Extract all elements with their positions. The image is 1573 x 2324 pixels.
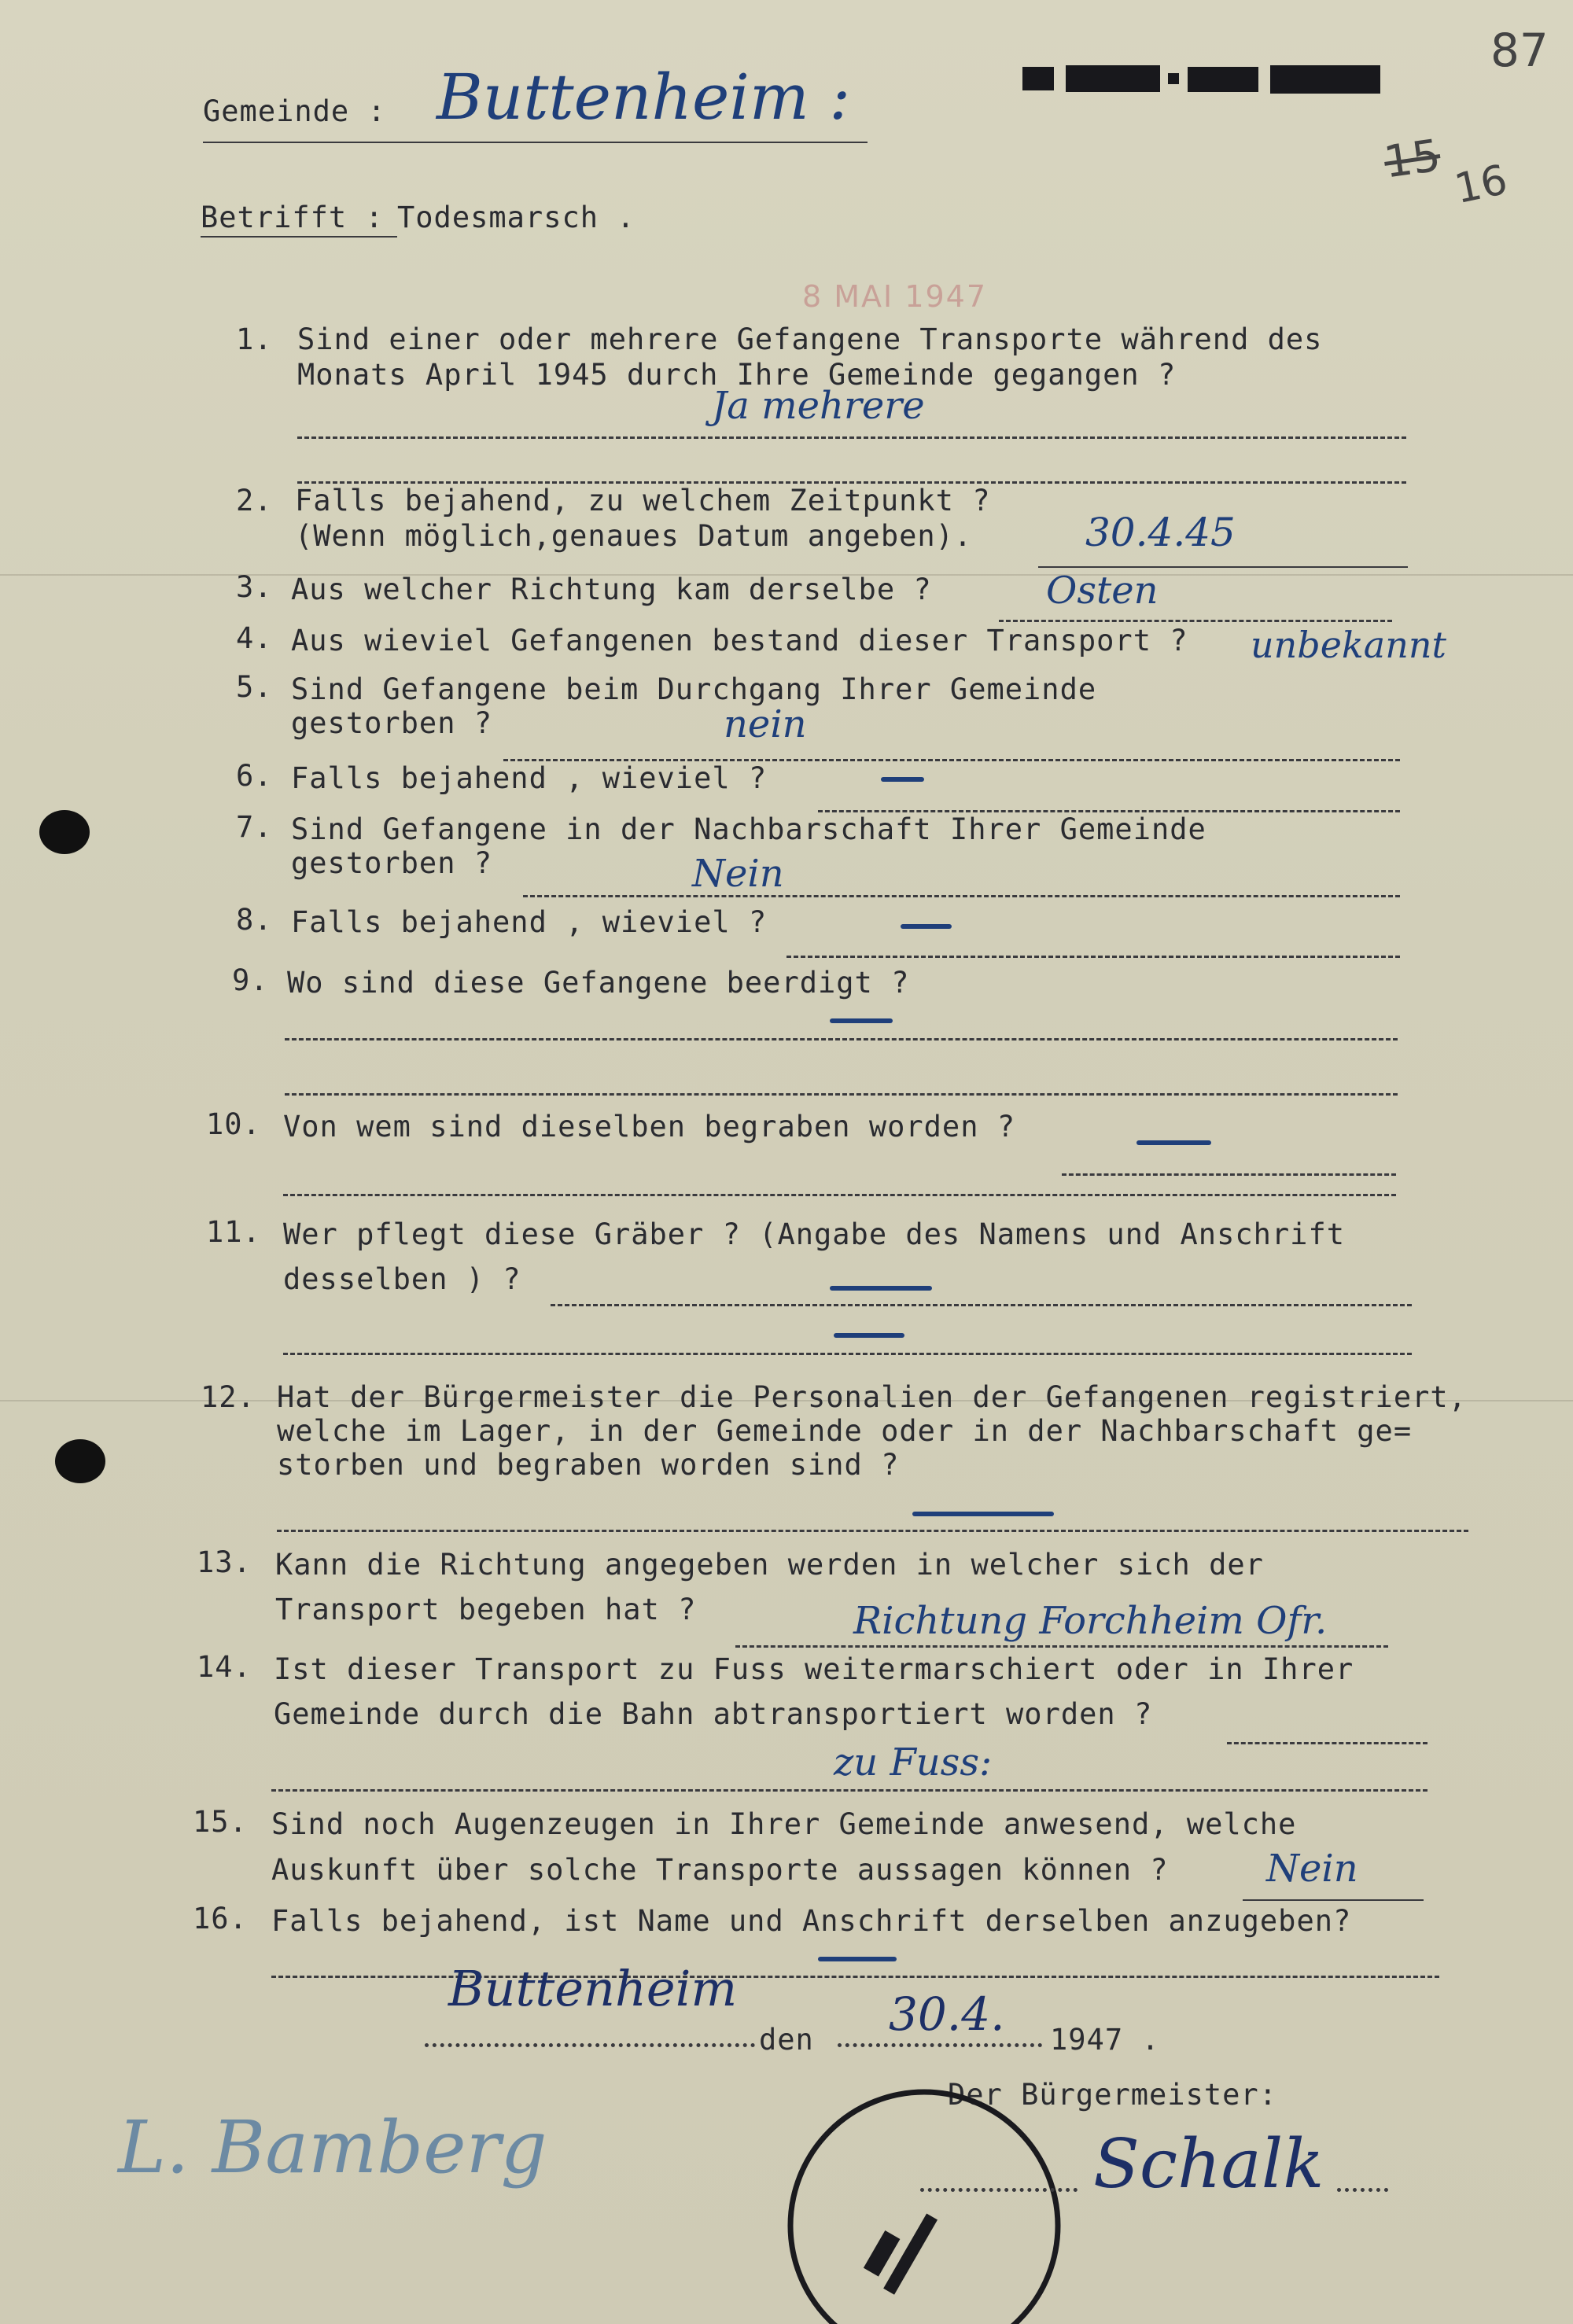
signature-dotted-line xyxy=(1337,2188,1388,2192)
answer-handwritten: Richtung Forchheim Ofr. xyxy=(853,1599,1328,1643)
question-text: Monats April 1945 durch Ihre Gemeinde gegangen ? xyxy=(297,358,1177,392)
question-text: Falls bejahend, zu welchem Zeitpunkt ? xyxy=(295,484,991,517)
answer-line xyxy=(999,620,1392,622)
page-number: 87 xyxy=(1490,24,1549,77)
official-stamp-seal xyxy=(786,2076,1070,2324)
answer-line xyxy=(551,1304,1412,1306)
answer-dash xyxy=(1136,1140,1211,1145)
question-number: 2. xyxy=(236,484,273,517)
question-text: Wer pflegt diese Gräber ? (Angabe des Namens und Anschrift xyxy=(283,1217,1346,1251)
answer-handwritten: unbekannt xyxy=(1251,624,1446,666)
answer-line xyxy=(283,1353,1412,1355)
gemeinde-value: Buttenheim : xyxy=(437,61,851,134)
betrifft-value: Todesmarsch . xyxy=(397,201,635,234)
question-number: 13. xyxy=(197,1545,252,1579)
question-text: desselben ) ? xyxy=(283,1262,521,1296)
question-text: Falls bejahend , wieviel ? xyxy=(291,761,768,795)
question-number: 15. xyxy=(193,1805,248,1839)
answer-line xyxy=(1227,1742,1427,1744)
question-text: (Wenn möglich,genaues Datum angeben). xyxy=(295,519,973,553)
question-number: 14. xyxy=(197,1650,252,1684)
mayor-title: Der Bürgermeister: xyxy=(948,2078,1277,2112)
gemeinde-underline xyxy=(203,142,868,143)
question-number: 6. xyxy=(236,759,273,793)
question-text: Von wem sind dieselben begraben worden ? xyxy=(283,1110,1016,1144)
question-text: gestorben ? xyxy=(291,846,493,880)
district-note: L. Bamberg xyxy=(118,2105,547,2190)
answer-handwritten: Ja mehrere xyxy=(712,384,925,428)
answer-line xyxy=(277,1530,1468,1532)
question-text: Wo sind diese Gefangene beerdigt ? xyxy=(287,966,910,1000)
question-text: gestorben ? xyxy=(291,706,493,740)
answer-dash xyxy=(834,1333,904,1338)
punch-hole xyxy=(55,1439,105,1483)
date-handwritten: 30.4. xyxy=(889,1987,1005,2041)
answer-dash xyxy=(830,1286,932,1291)
question-number: 12. xyxy=(201,1380,256,1414)
question-text: Sind noch Augenzeugen in Ihrer Gemeinde anwesend, welche xyxy=(271,1807,1297,1841)
answer-handwritten: Nein xyxy=(1266,1847,1358,1891)
question-number: 3. xyxy=(236,570,273,604)
answer-handwritten: 30.4.45 xyxy=(1085,510,1236,555)
answer-line xyxy=(1243,1899,1424,1901)
question-text: Hat der Bürgermeister die Personalien der Gefangenen registriert, xyxy=(277,1380,1467,1414)
question-text: Sind einer oder mehrere Gefangene Transporte während des xyxy=(297,322,1323,356)
answer-line xyxy=(297,436,1406,439)
question-text: storben und begraben worden sind ? xyxy=(277,1448,900,1482)
answer-handwritten: zu Fuss: xyxy=(834,1740,993,1784)
answer-line xyxy=(285,1093,1398,1096)
answer-line xyxy=(786,956,1400,958)
question-text: welche im Lager, in der Gemeinde oder in der Nachbarschaft ge= xyxy=(277,1414,1413,1448)
received-stamp: 8 MAI 1947 xyxy=(802,279,988,314)
signature-dotted-line xyxy=(920,2188,1078,2192)
place-handwritten: Buttenheim xyxy=(448,1960,738,2017)
answer-line xyxy=(1062,1173,1396,1176)
punch-hole xyxy=(39,810,90,854)
answer-line xyxy=(271,1789,1427,1792)
redacted-heading xyxy=(1022,59,1384,106)
answer-line xyxy=(735,1645,1388,1648)
answer-line xyxy=(283,1194,1396,1196)
question-text: Sind Gefangene in der Nachbarschaft Ihrer Gemeinde xyxy=(291,812,1206,846)
question-text: Gemeinde durch die Bahn abtransportiert worden ? xyxy=(274,1697,1153,1731)
answer-dash xyxy=(901,924,952,929)
answer-handwritten: Nein xyxy=(692,852,784,896)
answer-line xyxy=(1038,566,1408,568)
question-text: Kann die Richtung angegeben werden in welcher sich der xyxy=(275,1548,1264,1582)
question-number: 1. xyxy=(236,322,273,356)
archive-number: 15 xyxy=(1380,130,1444,189)
question-number: 5. xyxy=(236,670,273,704)
question-text: Sind Gefangene beim Durchgang Ihrer Gemeinde xyxy=(291,672,1097,706)
question-text: Aus wieviel Gefangenen bestand dieser Transport ? xyxy=(291,624,1188,657)
gemeinde-label: Gemeinde : xyxy=(203,94,386,128)
answer-dash xyxy=(830,1018,893,1023)
question-text: Aus welcher Richtung kam derselbe ? xyxy=(291,573,932,606)
answer-line xyxy=(285,1038,1398,1040)
question-text: Ist dieser Transport zu Fuss weitermarschiert oder in Ihrer xyxy=(274,1652,1354,1686)
date-dotted-line xyxy=(838,2043,1042,2047)
question-number: 10. xyxy=(206,1107,261,1141)
question-number: 8. xyxy=(236,903,273,937)
date-den-label: den xyxy=(759,2023,814,2057)
answer-dash xyxy=(818,1957,897,1961)
betrifft-underline xyxy=(201,236,397,238)
answer-dash xyxy=(881,777,924,782)
answer-line xyxy=(271,1976,1439,1978)
answer-handwritten: Osten xyxy=(1046,569,1159,613)
answer-dash xyxy=(912,1512,1054,1516)
question-number: 11. xyxy=(206,1215,261,1249)
question-number: 16. xyxy=(193,1902,248,1935)
question-number: 9. xyxy=(232,963,269,997)
question-number: 7. xyxy=(236,810,273,844)
answer-line xyxy=(523,895,1400,897)
question-text: Auskunft über solche Transporte aussagen können ? xyxy=(271,1853,1169,1887)
question-text: Falls bejahend, ist Name und Anschrift derselben anzugeben? xyxy=(271,1904,1352,1938)
date-year: 1947 . xyxy=(1050,2023,1160,2057)
place-dotted-line xyxy=(425,2043,755,2047)
answer-handwritten: nein xyxy=(724,702,807,746)
question-number: 4. xyxy=(236,621,273,655)
question-text: Falls bejahend , wieviel ? xyxy=(291,905,768,939)
betrifft-label: Betrifft : xyxy=(201,201,384,234)
mayor-signature: Schalk xyxy=(1093,2125,1324,2204)
question-text: Transport begeben hat ? xyxy=(275,1593,697,1626)
archive-number-corrected: 16 xyxy=(1450,156,1512,214)
